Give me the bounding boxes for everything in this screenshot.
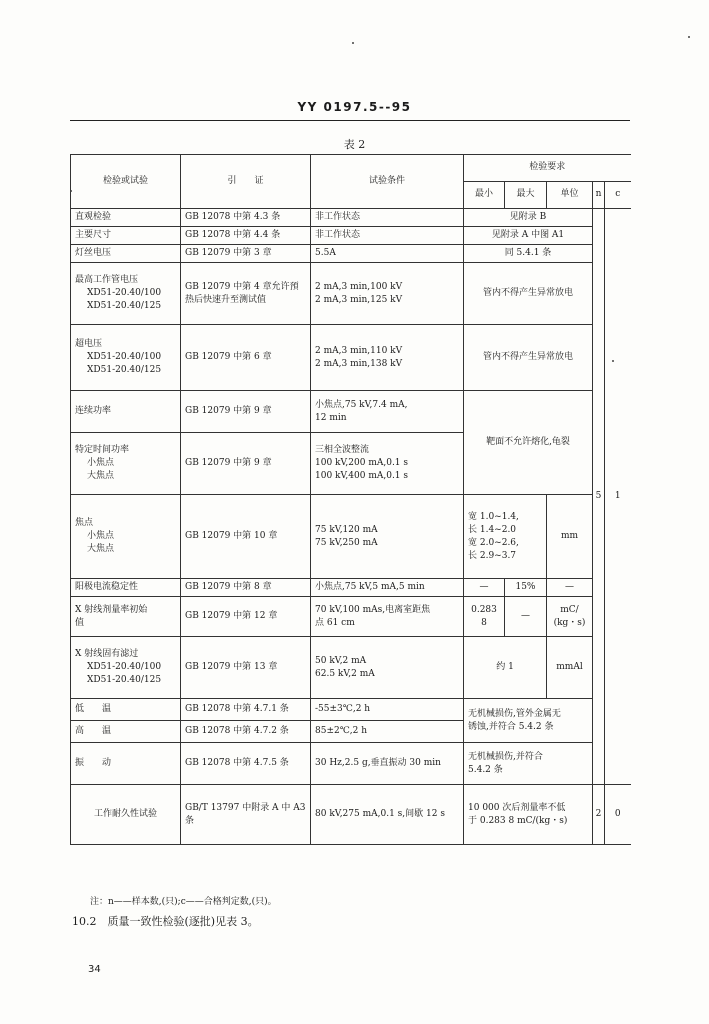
row-condition: 非工作状态	[311, 209, 464, 227]
inspection-table	[70, 154, 631, 845]
row-condition-c: 100 kV,400 mA,0.1 s	[315, 471, 409, 482]
clause-10-2: 10.2 质量一致性检验(逐批)见表 3。	[72, 915, 259, 928]
row-min: 0.283 8	[464, 597, 505, 637]
row-reference: GB 12078 中第 4.7.2 条	[181, 721, 311, 743]
row-condition	[311, 263, 464, 325]
row-item: 直观检验	[71, 209, 181, 227]
row-condition-b: 100 kV,200 mA,0.1 s	[315, 458, 409, 469]
header-reference: 引 证	[181, 155, 311, 209]
row-reference: GB 12078 中第 4.4 条	[181, 227, 311, 245]
table-row	[71, 637, 631, 699]
header-unit: 单位	[547, 182, 593, 209]
table-row	[71, 597, 631, 637]
header-rule	[70, 120, 630, 121]
row-condition	[311, 433, 464, 495]
scan-speck	[70, 190, 72, 192]
table-row	[71, 325, 631, 391]
row-requirement-c: 宽 2.0~2.6,	[468, 537, 519, 548]
row-item: 灯丝电压	[71, 245, 181, 263]
table-row	[71, 209, 631, 227]
row-condition-a: 50 kV,2 mA	[315, 655, 367, 666]
row-min: —	[464, 579, 505, 597]
row-item-sub-a: 小焦点	[87, 458, 115, 469]
header-requirement: 检验要求	[464, 155, 631, 182]
row-reference: GB/T 13797 中附录 A 中 A3 条	[181, 785, 311, 845]
row-reference: GB 12079 中第 9 章	[181, 433, 311, 495]
row-requirement-b: 于 0.283 8 mC/(kg・s)	[468, 815, 568, 826]
row-reference: GB 12079 中第 6 章	[181, 325, 311, 391]
row-reference: GB 12078 中第 4.7.5 条	[181, 743, 311, 785]
row-item-title: 焦点	[75, 518, 94, 529]
row-requirement: 管内不得产生异常放电	[464, 263, 593, 325]
row-condition-a: 2 mA,3 min,100 kV	[315, 281, 403, 292]
group-acceptance-number: 1	[605, 209, 631, 785]
header-max: 最大	[505, 182, 547, 209]
row-item-title: 超电压	[75, 339, 103, 350]
row-condition	[311, 597, 464, 637]
row-sample-size: 2	[593, 785, 605, 845]
page-number: 34	[88, 964, 101, 975]
row-item-model-b: XD51-20.40/125	[87, 675, 162, 686]
row-item-model-b: XD51-20.40/125	[87, 301, 162, 312]
row-item	[71, 263, 181, 325]
row-requirement: 同 5.4.1 条	[464, 245, 593, 263]
row-condition-b: 62.5 kV,2 mA	[315, 668, 375, 679]
row-condition-a: 三相全波整流	[315, 445, 370, 456]
row-condition	[311, 495, 464, 579]
row-acceptance-number: 0	[605, 785, 631, 845]
row-item-sub-b: 大焦点	[87, 544, 115, 555]
row-condition: 非工作状态	[311, 227, 464, 245]
scan-speck	[612, 360, 614, 362]
row-requirement-b: 5.4.2 条	[468, 764, 503, 775]
row-condition-b: 12 min	[315, 412, 347, 423]
header-item: 检验或试验	[71, 155, 181, 209]
row-condition-a: 小焦点,75 kV,7.4 mA,	[315, 399, 408, 410]
row-unit	[547, 597, 593, 637]
table-row	[71, 245, 631, 263]
row-requirement: 见附录 B	[464, 209, 593, 227]
header-min: 最小	[464, 182, 505, 209]
header-c: c	[605, 182, 631, 209]
row-max: 15%	[505, 579, 547, 597]
row-condition-b: 点 61 cm	[315, 617, 355, 628]
row-item-model-b: XD51-20.40/125	[87, 365, 162, 376]
row-item: 阳极电流稳定性	[71, 579, 181, 597]
row-item-model-a: XD51-20.40/100	[87, 662, 162, 673]
table-row	[71, 579, 631, 597]
row-requirement	[464, 785, 593, 845]
row-item	[71, 433, 181, 495]
row-unit: mmAl	[547, 637, 593, 699]
scan-speck	[352, 42, 354, 44]
row-item-sub-a: 小焦点	[87, 531, 115, 542]
group-sample-size: 5	[593, 209, 605, 785]
row-requirement: 管内不得产生异常放电	[464, 325, 593, 391]
row-condition: 小焦点,75 kV,5 mA,5 min	[311, 579, 464, 597]
row-item	[71, 597, 181, 637]
table-row	[71, 743, 631, 785]
row-reference: GB 12078 中第 4.7.1 条	[181, 699, 311, 721]
row-item-title: 最高工作管电压	[75, 275, 139, 286]
row-reference: GB 12079 中第 4 章允许預热后快速升至测试值	[181, 263, 311, 325]
row-requirement	[464, 699, 593, 743]
row-requirement: 约 1	[464, 637, 547, 699]
row-condition-b: 75 kV,250 mA	[315, 537, 378, 548]
table-row	[71, 699, 631, 721]
row-reference: GB 12079 中第 9 章	[181, 391, 311, 433]
row-condition: 85±2℃,2 h	[311, 721, 464, 743]
row-item: 低 温	[71, 699, 181, 721]
row-condition: -55±3℃,2 h	[311, 699, 464, 721]
row-reference: GB 12078 中第 4.3 条	[181, 209, 311, 227]
row-condition	[311, 391, 464, 433]
row-item	[71, 637, 181, 699]
row-reference: GB 12079 中第 13 章	[181, 637, 311, 699]
row-condition: 30 Hz,2.5 g,垂直振动 30 min	[311, 743, 464, 785]
row-unit: —	[547, 579, 593, 597]
row-requirement	[464, 743, 593, 785]
table-row	[71, 391, 631, 433]
row-unit: mm	[547, 495, 593, 579]
row-condition-a: 75 kV,120 mA	[315, 524, 378, 535]
row-item-title: X 射线固有滤过	[75, 649, 139, 660]
row-reference: GB 12079 中第 12 章	[181, 597, 311, 637]
table-row	[71, 263, 631, 325]
row-item	[71, 325, 181, 391]
row-requirement-d: 长 2.9~3.7	[468, 550, 517, 561]
row-item: 连续功率	[71, 391, 181, 433]
header-n: n	[593, 182, 605, 209]
row-unit-a: mC/	[560, 604, 579, 615]
row-requirement-a: 无机械损伤,并符合	[468, 751, 543, 762]
row-condition-a: 2 mA,3 min,110 kV	[315, 345, 403, 356]
row-condition-b: 2 mA,3 min,138 kV	[315, 358, 403, 369]
table-row	[71, 495, 631, 579]
row-reference: GB 12079 中第 10 章	[181, 495, 311, 579]
row-item	[71, 495, 181, 579]
row-requirement-b: 锈蚀,并符合 5.4.2 条	[468, 721, 554, 732]
table-row	[71, 227, 631, 245]
row-condition	[311, 325, 464, 391]
row-item-line-b: 值	[75, 617, 85, 628]
row-requirement	[464, 495, 547, 579]
scan-speck	[688, 36, 690, 38]
row-item: 主要尺寸	[71, 227, 181, 245]
row-item-title: 特定时间功率	[75, 445, 130, 456]
row-condition: 5.5A	[311, 245, 464, 263]
row-requirement: 见附录 A 中图 A1	[464, 227, 593, 245]
row-requirement-a: 宽 1.0~1.4,	[468, 511, 519, 522]
row-condition: 80 kV,275 mA,0.1 s,间歇 12 s	[311, 785, 464, 845]
row-requirement-a: 无机械损伤,管外金属无	[468, 708, 561, 719]
row-requirement-b: 长 1.4~2.0	[468, 524, 517, 535]
row-item-model-a: XD51-20.40/100	[87, 352, 162, 363]
row-condition-a: 70 kV,100 mAs,电离室距焦	[315, 604, 431, 615]
row-item-sub-b: 大焦点	[87, 471, 115, 482]
row-item: 高 温	[71, 721, 181, 743]
row-item-line-a: X 射线剂量率初始	[75, 604, 148, 615]
row-requirement: 靶面不允许熔化,龟裂	[464, 391, 593, 495]
row-requirement-a: 10 000 次后剂量率不低	[468, 802, 566, 813]
row-item: 振 动	[71, 743, 181, 785]
row-item-model-a: XD51-20.40/100	[87, 288, 162, 299]
row-item: 工作耐久性试验	[71, 785, 181, 845]
table-note: 注：n——样本数,(只);c——合格判定数,(只)。	[90, 897, 277, 907]
row-condition-b: 2 mA,3 min,125 kV	[315, 294, 403, 305]
document-code-header: YY 0197.5--95	[297, 100, 412, 114]
row-unit-b: (kg・s)	[553, 617, 586, 628]
table-title: 表 2	[343, 138, 366, 151]
row-reference: GB 12079 中第 3 章	[181, 245, 311, 263]
row-condition	[311, 637, 464, 699]
row-max: —	[505, 597, 547, 637]
header-condition: 试验条件	[311, 155, 464, 209]
row-reference: GB 12079 中第 8 章	[181, 579, 311, 597]
table-row	[71, 785, 631, 845]
